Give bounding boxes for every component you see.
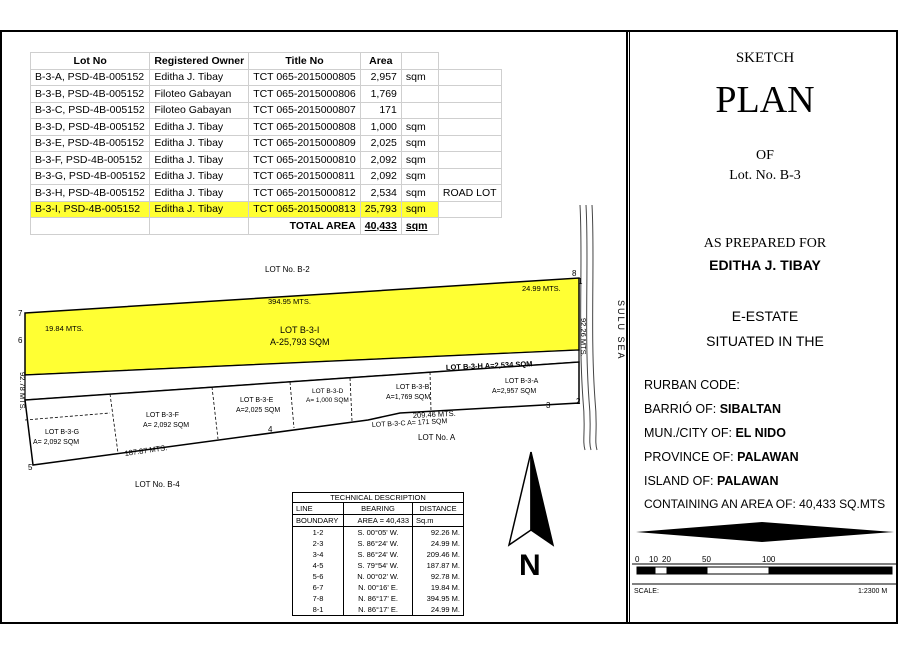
area-cell: 171 bbox=[360, 102, 401, 119]
total-value: 40,433 bbox=[360, 218, 401, 235]
lot-cell: B-3-G, PSD-4B-005152 bbox=[31, 168, 150, 185]
title-cell: TCT 065-2015000809 bbox=[249, 135, 361, 152]
tech-row bbox=[293, 604, 464, 616]
tech-bearing: S. 00°05' W. bbox=[344, 527, 413, 539]
dim-top: 394.95 MTS. bbox=[268, 297, 311, 306]
lot-g-name: LOT B-3-G bbox=[45, 429, 80, 436]
owner-cell: Editha J. Tibay bbox=[150, 119, 249, 136]
dim-left: 19.84 MTS. bbox=[45, 324, 84, 333]
tech-line: 1-2 bbox=[293, 527, 344, 539]
tech-distance: 209.46 M. bbox=[413, 549, 464, 560]
graphic-scale bbox=[632, 520, 898, 600]
tech-bearing: N. 00°02' W. bbox=[344, 571, 413, 582]
tech-bearing: N. 86°17' E. bbox=[344, 604, 413, 616]
title-cell: TCT 065-2015000810 bbox=[249, 152, 361, 169]
island-row bbox=[644, 474, 779, 488]
owner-cell: Editha J. Tibay bbox=[150, 69, 249, 86]
situated-label: SITUATED IN THE bbox=[706, 333, 824, 349]
tech-header-distance: DISTANCE bbox=[413, 503, 464, 515]
lot-a-area: A=2,957 SQM bbox=[492, 388, 537, 395]
tech-line: 7-8 bbox=[293, 593, 344, 604]
unit-cell: sqm bbox=[401, 69, 438, 86]
tech-row bbox=[293, 593, 464, 604]
scale-tick-100: 100 bbox=[762, 555, 776, 564]
tech-bearing: S. 79°54' W. bbox=[344, 560, 413, 571]
tech-line: 2-3 bbox=[293, 538, 344, 549]
corner-8: 8 bbox=[572, 269, 577, 278]
tech-line: 3-4 bbox=[293, 549, 344, 560]
title-cell: TCT 065-2015000812 bbox=[249, 185, 361, 202]
tech-header-line: LINE bbox=[293, 503, 344, 515]
title-cell: TCT 065-2015000807 bbox=[249, 102, 361, 119]
area-cell: 1,000 bbox=[360, 119, 401, 136]
owner-cell: Editha J. Tibay bbox=[150, 168, 249, 185]
dim-right: 92.26 MTS. bbox=[579, 318, 588, 357]
area-cell: 2,092 bbox=[360, 168, 401, 185]
tech-row bbox=[293, 549, 464, 560]
owner-cell: Editha J. Tibay bbox=[150, 201, 249, 218]
containing-area: CONTAINING AN AREA OF: 40,433 SQ.MTS bbox=[644, 497, 886, 511]
sketch-label: SKETCH bbox=[735, 50, 795, 66]
lot-f-area: A= 2,092 SQM bbox=[143, 422, 190, 429]
lot-cell: B-3-D, PSD-4B-005152 bbox=[31, 119, 150, 136]
north-arrow-icon bbox=[509, 452, 553, 545]
technical-description bbox=[292, 492, 464, 616]
corner-5: 5 bbox=[28, 463, 33, 472]
tech-bearing: S. 86°24' W. bbox=[344, 549, 413, 560]
tech-line: 8-1 bbox=[293, 604, 344, 616]
total-label: TOTAL AREA bbox=[249, 218, 361, 235]
tech-line: 6-7 bbox=[293, 582, 344, 593]
owner-cell: Filoteo Gabayan bbox=[150, 86, 249, 103]
lot-b-name: LOT B-3-B bbox=[396, 384, 430, 391]
lot-cell: B-3-E, PSD-4B-005152 bbox=[31, 135, 150, 152]
title-cell: TCT 065-2015000806 bbox=[249, 86, 361, 103]
scale-ratio: 1:2300 M bbox=[858, 588, 888, 595]
tech-line: 4-5 bbox=[293, 560, 344, 571]
lot-d-name: LOT B-3-D bbox=[312, 388, 344, 395]
lot-cell: B-3-A, PSD-4B-005152 bbox=[31, 69, 150, 86]
tech-distance: 187.87 M. bbox=[413, 560, 464, 571]
province-label: PROVINCE OF: bbox=[644, 450, 734, 464]
lot-e-area: A=2,025 SQM bbox=[236, 407, 281, 414]
sulu-sea-label: SULU SEA bbox=[616, 300, 626, 361]
tech-row bbox=[293, 560, 464, 571]
owner-cell: Editha J. Tibay bbox=[150, 152, 249, 169]
tech-bearing: N. 86°17' E. bbox=[344, 593, 413, 604]
barrio-value: SIBALTAN bbox=[719, 402, 782, 416]
corner-3: 3 bbox=[546, 401, 551, 410]
corner-2: 2 bbox=[576, 397, 581, 406]
area-cell: 2,957 bbox=[360, 69, 401, 86]
dim-top-right: 24.99 MTS. bbox=[522, 284, 561, 293]
estate-label: E-ESTATE bbox=[731, 308, 799, 324]
unit-cell: sqm bbox=[401, 185, 438, 202]
unit-cell: sqm bbox=[401, 135, 438, 152]
dim-bottom-right: 209.46 MTS. bbox=[412, 408, 456, 420]
province-row bbox=[644, 450, 799, 464]
scale-arrow-icon bbox=[636, 522, 894, 542]
tech-line: 5-6 bbox=[293, 571, 344, 582]
owner-name: EDITHA J. TIBAY bbox=[709, 257, 821, 273]
scale-label: SCALE: bbox=[634, 588, 659, 595]
dim-bottom-left: 187.87 MTS. bbox=[124, 443, 168, 458]
corner-1: 1 bbox=[578, 277, 583, 286]
tech-area: AREA = 40,433 bbox=[344, 515, 413, 527]
lot-number: Lot. No. B-3 bbox=[729, 168, 801, 183]
owner-cell: Editha J. Tibay bbox=[150, 135, 249, 152]
area-cell: 2,025 bbox=[360, 135, 401, 152]
title-cell: TCT 065-2015000811 bbox=[249, 168, 361, 185]
lot-i-name: LOT B-3-I bbox=[280, 325, 320, 335]
scale-tick-10: 10 bbox=[649, 555, 658, 564]
tech-title: TECHNICAL DESCRIPTION bbox=[293, 493, 464, 503]
lot-cell: B-3-H, PSD-4B-005152 bbox=[31, 185, 150, 202]
area-cell: 25,793 bbox=[360, 201, 401, 218]
scale-tick-20: 20 bbox=[662, 555, 671, 564]
lot-f-name: LOT B-3-F bbox=[146, 412, 179, 419]
barrio-row bbox=[644, 402, 781, 416]
prepared-for-label: AS PREPARED FOR bbox=[703, 236, 827, 251]
barrio-label: BARRIÓ OF: bbox=[644, 402, 717, 416]
lot-cell: B-3-B, PSD-4B-005152 bbox=[31, 86, 150, 103]
title-cell: TCT 065-2015000805 bbox=[249, 69, 361, 86]
header-title-no: Title No bbox=[249, 53, 361, 70]
tech-distance: 19.84 M. bbox=[413, 582, 464, 593]
city-row bbox=[644, 426, 786, 440]
tech-bearing: N. 00°16' E. bbox=[344, 582, 413, 593]
rurban-code bbox=[644, 378, 740, 392]
lot-cell: B-3-F, PSD-4B-005152 bbox=[31, 152, 150, 169]
tech-distance: 394.95 M. bbox=[413, 593, 464, 604]
owner-cell: Editha J. Tibay bbox=[150, 185, 249, 202]
scale-tick-50: 50 bbox=[702, 555, 711, 564]
owner-cell: Filoteo Gabayan bbox=[150, 102, 249, 119]
header-area: Area bbox=[360, 53, 401, 70]
island-label: ISLAND OF: bbox=[644, 474, 714, 488]
corner-4: 4 bbox=[268, 425, 273, 434]
tech-distance: 92.26 M. bbox=[413, 527, 464, 539]
lot-c-label: LOT B-3-C A= 171 SQM bbox=[371, 418, 448, 429]
lot-a-label: LOT No. A bbox=[418, 433, 456, 442]
tech-distance: 24.99 M. bbox=[413, 604, 464, 616]
header-lot-no: Lot No bbox=[31, 53, 150, 70]
unit-cell: sqm bbox=[401, 201, 438, 218]
unit-cell: sqm bbox=[401, 152, 438, 169]
title-block-divider bbox=[626, 30, 630, 624]
lot-cell: B-3-C, PSD-4B-005152 bbox=[31, 102, 150, 119]
island-value: PALAWAN bbox=[716, 474, 779, 488]
province-value: PALAWAN bbox=[737, 450, 799, 464]
lot-i-area: A-25,793 SQM bbox=[270, 337, 330, 347]
scale-tick-0: 0 bbox=[635, 555, 640, 564]
of-label: OF bbox=[756, 148, 774, 163]
lot-b2-label: LOT No. B-2 bbox=[265, 265, 310, 274]
lot-d-area: A= 1,000 SQM bbox=[306, 397, 349, 404]
tech-distance: 24.99 M. bbox=[413, 538, 464, 549]
lot-b4-label: LOT No. B-4 bbox=[135, 480, 180, 489]
city-value: EL NIDO bbox=[735, 426, 786, 440]
plan-label: PLAN bbox=[715, 79, 815, 121]
tech-row bbox=[293, 582, 464, 593]
title-cell: TCT 065-2015000808 bbox=[249, 119, 361, 136]
lot-b-area: A=1,769 SQM bbox=[386, 394, 431, 401]
area-cell: 2,092 bbox=[360, 152, 401, 169]
tech-area-unit: Sq.m bbox=[413, 515, 464, 527]
dim-left-full: 92.78 MTS. bbox=[18, 372, 27, 411]
tech-row bbox=[293, 571, 464, 582]
tech-row bbox=[293, 527, 464, 539]
title-cell: TCT 065-2015000813 bbox=[249, 201, 361, 218]
note-cell: ROAD LOT bbox=[438, 185, 501, 202]
unit-cell: sqm bbox=[401, 168, 438, 185]
lot-e-name: LOT B-3-E bbox=[240, 397, 274, 404]
area-cell: 1,769 bbox=[360, 86, 401, 103]
lot-g-area: A= 2,092 SQM bbox=[33, 439, 80, 446]
corner-7: 7 bbox=[18, 309, 23, 318]
area-cell: 2,534 bbox=[360, 185, 401, 202]
tech-row bbox=[293, 538, 464, 549]
corner-6: 6 bbox=[18, 336, 23, 345]
tech-header-bearing: BEARING bbox=[344, 503, 413, 515]
unit-cell: sqm bbox=[401, 119, 438, 136]
header-registered-owner: Registered Owner bbox=[150, 53, 249, 70]
total-unit: sqm bbox=[401, 218, 438, 235]
city-label: MUN./CITY OF: bbox=[644, 426, 732, 440]
tech-bearing: S. 86°24' W. bbox=[344, 538, 413, 549]
lot-cell: B-3-I, PSD-4B-005152 bbox=[31, 201, 150, 218]
tech-distance: 92.78 M. bbox=[413, 571, 464, 582]
north-letter: N bbox=[519, 549, 541, 582]
lot-a-name: LOT B-3-A bbox=[505, 378, 539, 385]
lot-h-label: LOT B-3-H A=2,534 SQM bbox=[445, 359, 533, 372]
tech-boundary: BOUNDARY bbox=[293, 515, 344, 527]
rurban-label: RURBAN CODE: bbox=[644, 378, 740, 392]
